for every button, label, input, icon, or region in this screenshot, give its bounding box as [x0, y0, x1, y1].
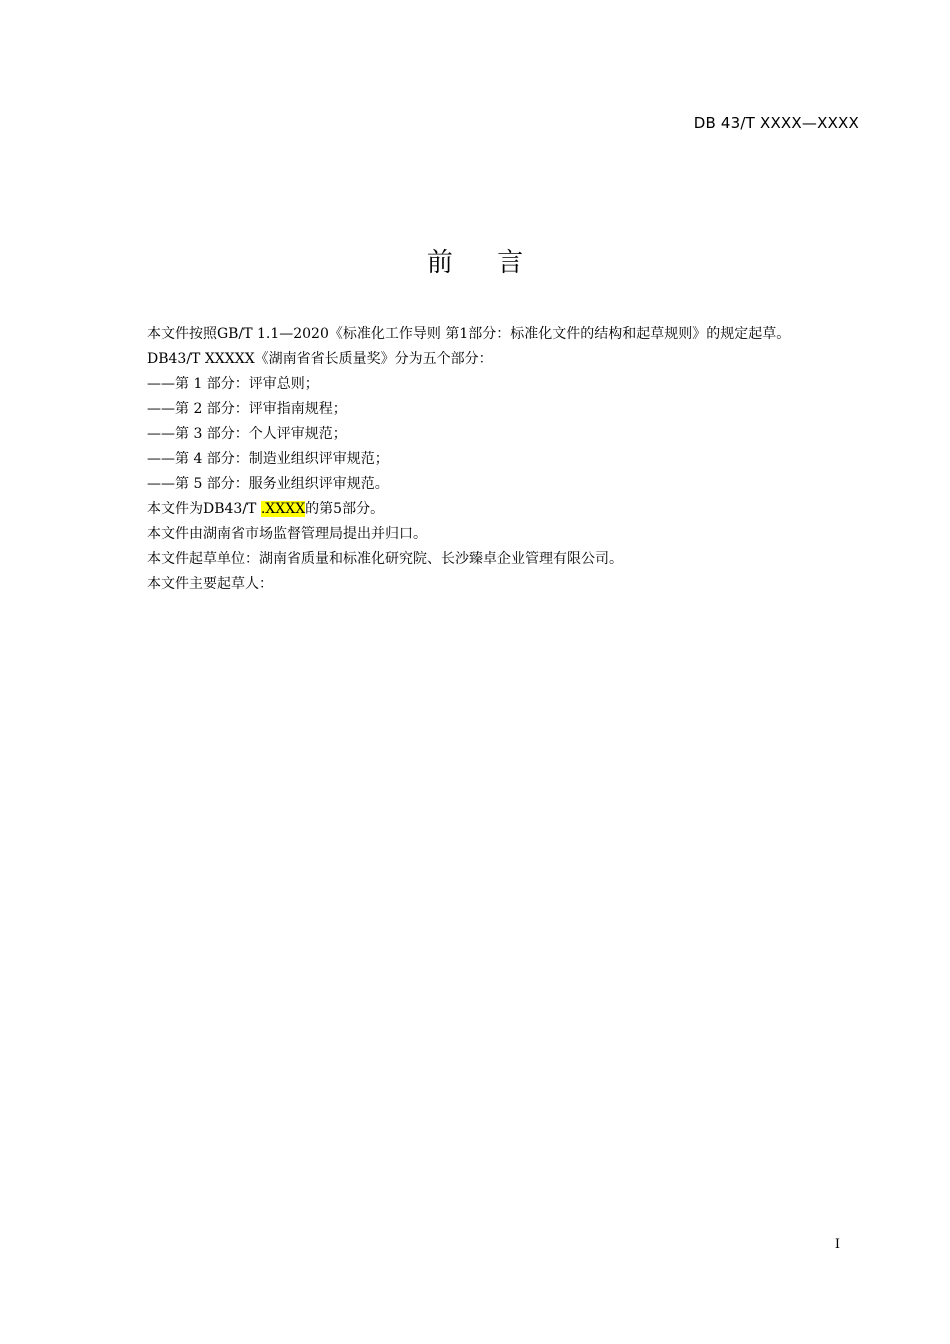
- paragraph-part-of: [113, 497, 860, 522]
- document-code: DB 43/T XXXX—XXXX: [693, 114, 859, 132]
- list-item-part-4: ——第 4 部分：制造业组织评审规范；: [147, 451, 389, 467]
- paragraph-structure: DB43/T XXXXX《湖南省省长质量奖》分为五个部分：: [147, 351, 493, 367]
- page-number: I: [834, 1237, 840, 1252]
- paragraph-proposer: 本文件由湖南省市场监督管理局提出并归口。: [147, 526, 427, 542]
- part-of-prefix: 本文件为DB43/T: [147, 501, 261, 517]
- foreword-body: [113, 322, 860, 597]
- list-item-part-3: ——第 3 部分：个人评审规范；: [147, 426, 347, 442]
- part-of-suffix: 的第5部分。: [305, 501, 385, 517]
- highlighted-placeholder: .XXXX: [260, 501, 306, 517]
- list-item-part-2: ——第 2 部分：评审指南规程；: [147, 401, 347, 417]
- page-title: 前 言: [426, 248, 542, 278]
- paragraph-drafting-units: 本文件起草单位：湖南省质量和标准化研究院、长沙臻卓企业管理有限公司。: [147, 551, 623, 567]
- list-item-part-5: ——第 5 部分：服务业组织评审规范。: [147, 476, 389, 492]
- list-item-part-1: ——第 1 部分：评审总则；: [147, 376, 319, 392]
- paragraph-basis: 本文件按照GB/T 1.1—2020《标准化工作导则 第1部分：标准化文件的结构和起草规则》的规定起草。: [147, 326, 791, 342]
- paragraph-drafters: 本文件主要起草人：: [147, 576, 273, 592]
